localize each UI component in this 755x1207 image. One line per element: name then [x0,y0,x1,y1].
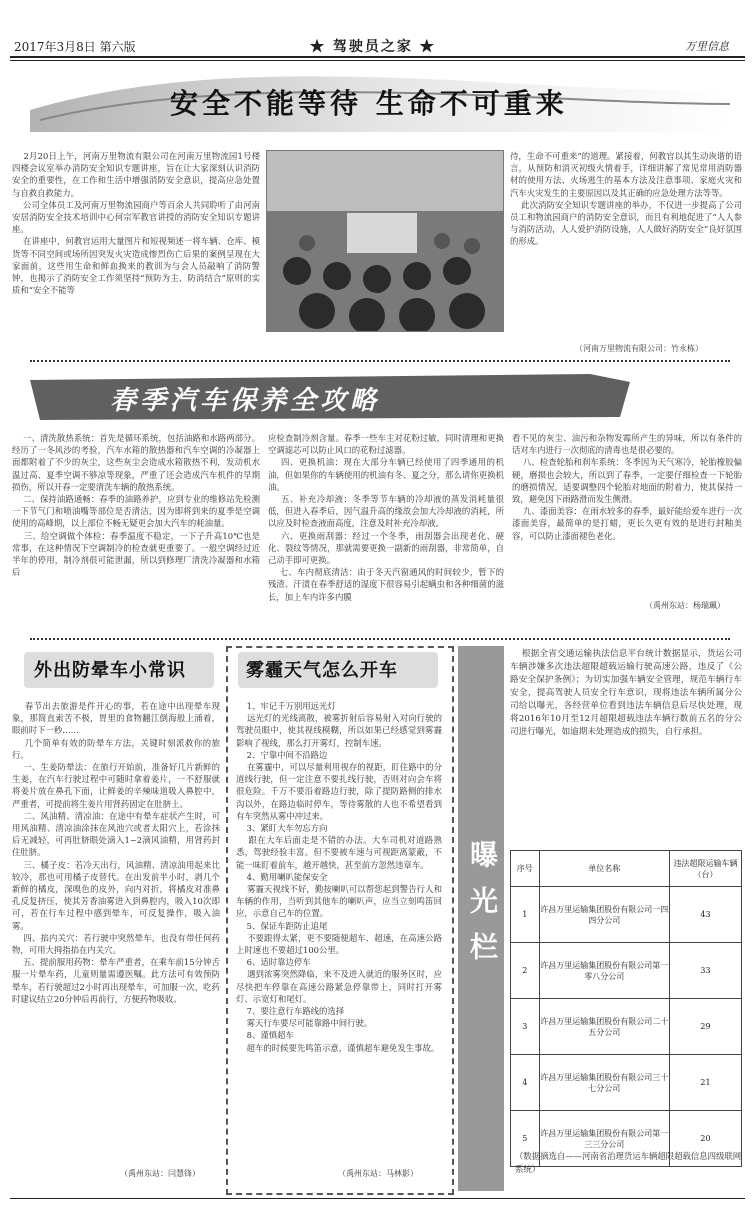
article1-title: 安全不能等待 生命不可重来 [170,87,568,120]
row-name: 许昌万里运输集团股份有限公司第一零八分公司 [539,943,669,999]
exposure-table [510,850,742,1167]
row-no: 2 [511,943,540,999]
newspaper-title: ★ 驾驶员之家 ★ [310,39,436,55]
article3-byline: （禹州东站：闫慧锋） [120,1169,200,1178]
table-header-count: 违法超限运输车辆（台） [669,851,741,887]
article4-body: 1、牢记千万别用远光灯 远光灯的光线离散，被雾折射后容易射入对向行驶的驾驶员眼中，使其视线模糊，所以如果已经感觉到雾霾影响了视线，那么打开雾灯，控制车速。 2、宁靠中间不沿路边 在雾霾中，可以尽量利用视存的视距，盯住路中的分道线行驶，但一定注意不要扎线行驶，否则对向会车将很危险。千万不要沿着路边行驶，除了提防路侧的排水沟以外，在路边临时停车，等待雾散的人也不希望看到有车突然从雾中冲过来。 3、紧盯大车勿忘方向 跟在大车后面走是不错的办法。大车司机对道路熟悉，驾驶经验丰富。但不要被车速与可视距离蒙蔽，不能一味盯着前车，越开越快，甚至前方忽然违章车。 4、勤用喇叭能保安全 雾霾天视线不好，勤按喇叭可以帮您起到警告行人和车辆的作用，当听到其他车的喇叭声，应当立刻鸣笛回应，示意自己车的位置。 5、保证车距防止追尾 不要跟得太紧，更不要随便超车、超速，在高速公路上时速也不要超过100公里。 6、适时靠边停车 遇到浓雾突然降临，来不及进入就近的服务区时，应尽快把车停靠在高速公路紧急停靠带上，同时打开雾灯、示宽灯和尾灯。 7、要注意行车路线的选择 雾天行车要尽可能靠路中间行驶。 8、谨慎超车 超车的时候要先鸣笛示意，谨慎超车避免发生事故。 [236,701,442,1053]
article4-byline: （禹州东站：马林影） [338,1169,418,1178]
row-name: 许昌万里运输集团股份有限公司第一三三分公司 [539,1111,669,1167]
row-count: 29 [669,999,741,1055]
article1-column-1: 2月20日上午，河南万里物流有限公司在河南万里物流园1号楼四楼会议室举办消防安全知识专题讲座，旨在让大家深刻认识消防安全的重要性，在工作和生活中增强消防安全意识，提高应急处置与自救自救能力。 公司全体员工及河南万里物流园商户等百余人共同聆听了由河南安居消防安全技术培训中心何宗军教官讲授的消防安全知识专题讲座。 在讲座中，何教官运用大量图片和短视频述一将车辆、仓库、模货等不同空间或场所因突发火灾造成惨烈伤亡后果的案例呈现在大家面前，这些用生命和鲜血换来的教训为与会人员敲响了消防警钟，也揭示了消防安全工作须坚持“预防为主、防消结合”原则的实质和“安全不能等 [12,151,260,296]
article3-body: 春节出去旅游是件开心的事，若在途中出现晕车现象，那简直索苦不极，胃里的食物翻江倒海般上涌着，眼前时下一秒…… 几个简单有效的防晕车方法，关键时刻派救你的旅行。 一、生姜防晕法：在旅行开始前，准备好几片新鲜的生姜，在汽车行驶过程中可随时拿着姜片，一不舒服就将姜片放在鼻孔下面，让鲜姜的辛辣味道吸入鼻腔中，严重者，可提前将生姜片用肾药固定在肚脐上。 二、风油精、清凉油：在途中有晕车症状产生时，可用风油精、清凉油涂抹在风池穴或者太阳穴上，若涂抹后无减轻，可再肚脐眼处滴入1~2滴风油精，用肾药封住肚脐。 三、橘子皮：若冷天出行，风油精、清凉油用起来比较冷，那也可用橘子皮替代。在出发前半小时，剥几个新鲜的橘皮，深嗅色的皮外，向内对折，将橘皮对准鼻孔反复挤压，使其芳香油雾进入到鼻腔内，吸入10次即可，若在行车过程中感到晕车，可反复操作，吸入油雾。 四、掐内关穴：若行驶中突然晕车，也没有带任何药物，可用大拇指掐在内关穴。 五、提前服用药物：晕车严重者，在乘车前15分钟舌服一片晕车药，儿童则量需遵医嘱。此方法可有效预防晕车，若行驶超过2小时再出现晕车，可加服一次，吃药时建议结立20分钟后再前行，方便药物吸收。 [12,701,220,1004]
article1-byline: （河南万里物流有限公司：竹永栋） [575,344,703,353]
article3-title: 外出防晕车小常识 [34,660,186,681]
article2-byline: （禹州东站：杨瑞珮） [645,601,725,610]
table-header-name: 单位名称 [539,851,669,887]
row-no: 4 [511,1055,540,1111]
article2-title: 春季汽车保养全攻略 [110,386,381,416]
table-row [511,943,742,999]
table-header-no: 序号 [511,851,540,887]
article2-column-2: 应检查制冷剂含量。春季一些车主对花粉过敏，同时清理和更换空调滤芯可以防止风口的花粉过滤器。 四、更换机油：现在大部分车辆已经使用了四季通用的机油，但如果你的车辆使用的机油有冬、夏之分，那么请你更换机油。 五、补充冷却液：冬季等节车辆的冷却液的蒸发消耗量很低，但进入春季后，因气温升高的缘故会加大冷却液的消耗，所以应及时检查液面高度，注意及时补充冷却液。 六、更换雨刮器：经过一个冬季，雨刮器会出现老化、硬化、裂纹等情况，那就需要更换一副新的雨刮器，非常简单，自己动手即可更换。 七、车内彻底清洁：由于冬天汽窗通风的时间较少，暂下的残渣、汗渍在春季舒适的湿度下很容易引起螨虫和各种细菌的滋长，加上车内许多内膜 [268,433,504,602]
section-divider-1 [30,360,730,362]
row-name: 许昌万里运输集团股份有限公司三十七分公司 [539,1055,669,1111]
row-no: 1 [511,887,540,943]
article2-column-1: 一、清洗散热系统：首先是循环系统，包括油路和水路两部分。经历了一冬风沙的考验，汽车水箱的散热器和汽车空调的冷凝器上面都附着了不少的灰尘，这些灰尘会造成水箱散热不利，发动机水温过高、夏季空调不够凉等现象，严重了还会造成汽车机件的早期损伤，所以开春一定要清洗车辆的散热系统。 二、保持油路通畅：春季的油路养护，应到专业的维修站先检测一下节气门和喷油嘴等部位是否清洁，因为即将到来的夏季是空调使用的高峰期，以上部位不畅无疑更会加大汽车的耗油量。 三、给空调做个体检：春季温度不稳定，一下子升高10℃也是常事，在这种情况下空调制冷的检查就更重要了。一般空调经过近半年的停用，制冷剂很可能泄漏，所以到修理厂清洗冷凝器和水箱后 [12,433,260,578]
row-count: 20 [669,1111,741,1167]
issue-date: 2017年3月8日 第六版 [14,40,136,54]
header-rule [10,56,745,58]
article5-source: （数据摘选自——河南省治理货运车辆超限超载信息四级联网系统） [515,1151,742,1174]
exposure-column-label: 曝光栏 [466,840,499,978]
lecture-photo-image [267,151,503,331]
section-divider-2 [30,638,730,640]
row-count: 43 [669,887,741,943]
table-row [511,999,742,1055]
table-row [511,887,742,943]
article4-title: 雾霾天气怎么开车 [246,660,398,681]
article5-intro: 根据全省交通运输执法信息平台统计数据显示，货运公司车辆涉嫌多次违法超限超载运输行驶高速公路，违反了《公路安全保护条例》；为切实加强车辆安全管理，规范车辆行车安全，提高驾驶人员安全行车意识，现将违法车辆所属分公司给以曝光，各经营单位看到违法车辆信息后尽快处理，现将2016年10月至12月超限超载违法车辆行数前五名的分公司进行曝光，如逾期未处理造成的损失，自行承担。 [510,649,742,737]
article2-column-3: 看不见的灰尘、油污和杂物发霉所产生的异味，所以有条件的话对车内进行一次彻底的清毒也是很必要的。 八、检查轮胎和刹车系统：冬季因为天气寒冷，轮胎橡胶偏硬，磨损也会较大，所以到了春季，一定要仔细检查一下轮胎的磨损情况，适要调整四个轮胎对地面的附着力，使其保持一致，避免因下雨路滑而发生侧滑。 九、漆面美容：在雨水较多的春季，最好能给爱车进行一次漆面美容，最简单的是打蜡，更长久更有效的是进行封釉美容，可以防止漆面褪色老化。 [512,433,742,541]
table-row [511,1055,742,1111]
row-count: 33 [669,943,741,999]
brand-name: 万里信息 [685,40,729,53]
row-no: 3 [511,999,540,1055]
row-name: 许昌万里运输集团股份有限公司一四四分公司 [539,887,669,943]
row-name: 许昌万里运输集团股份有限公司二十五分公司 [539,999,669,1055]
header-rule-thin [10,60,745,61]
row-count: 21 [669,1055,741,1111]
footer-rule [10,1198,745,1199]
row-no: 5 [511,1111,540,1167]
lecture-photo [266,150,504,332]
article1-column-3: 待，生命不可重来”的道理。紧接着，何教官以其生动诙谐的语言，从预防和消灭初级火情着手，详细讲解了常见常用消防器材的使用方法、火场逃生的基本方法及注意事项、家庭火灾和汽车火灾发生的主要原因以及其正确的应急处理方法等等。 此次消防安全知识专题讲座的举办，不仅进一步提高了公司员工和物流园商户的消防安全意识，而且有利地促进了“人人参与消防活动，人人爱护消防设施，人人做好消防安全”良好氛围的形成。 [510,151,742,247]
